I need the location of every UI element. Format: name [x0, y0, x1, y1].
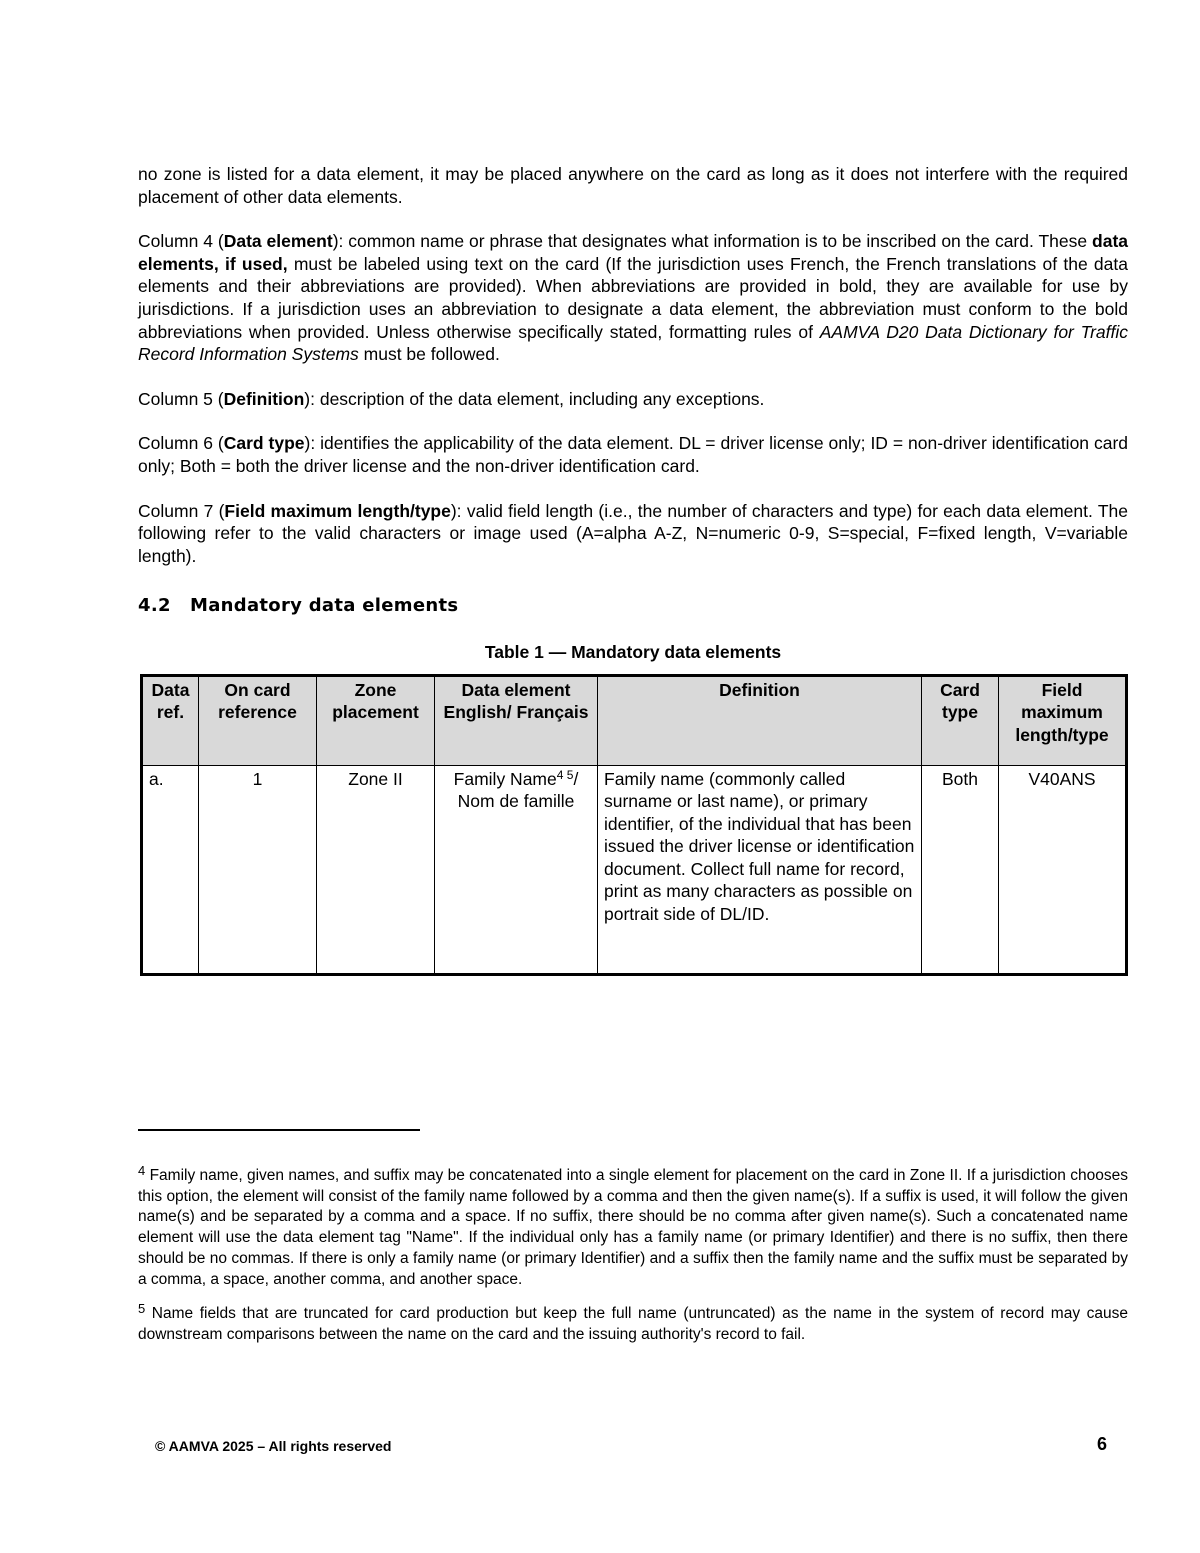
bold-term: Definition [223, 388, 305, 409]
element-english: Family Name [453, 768, 557, 789]
text-run: Column 7 ( [138, 500, 225, 521]
element-slash: / [573, 768, 579, 789]
footnotes [138, 1163, 1128, 1360]
text-run: must be labeled using text on the card (If the jurisdiction uses French, the French translations of the data elements and their abbreviations are provided). When abbreviations are provided in bold, they are available for use by jurisdictions. If a jurisdiction uses an abbreviation to designate a data element, the abbreviation must conform to the bold abbreviations when provided. Unless otherwise specifically stated, formatting rules of [138, 253, 1128, 342]
footnote-4 [138, 1163, 1128, 1290]
mandatory-data-elements-table [140, 674, 1128, 976]
header-definition: Definition [598, 675, 922, 765]
footnote-reference[interactable]: 4 5 [556, 767, 574, 782]
header-card-type: Card type [922, 675, 999, 765]
bold-term: Field maximum length/type [224, 500, 451, 521]
section-title: Mandatory data elements [190, 595, 459, 617]
footnote-mark: 5 [138, 1301, 146, 1317]
text-run: ): common name or phrase that designates what information is to be inscribed on the card. These [332, 231, 1093, 252]
element-french: Nom de famille [457, 791, 575, 812]
cell-card-type: Both [922, 765, 999, 974]
footnote-text: Name fields that are truncated for card production but keep the full name (untruncated) as the name in the system of record may cause downstream comparisons between the name on the card and the issuing authority's record to fail. [138, 1305, 1128, 1343]
text-run: must be followed. [358, 344, 500, 365]
footnote-5 [138, 1301, 1128, 1345]
bold-term: Card type [223, 433, 305, 454]
section-number: 4.2 [138, 595, 171, 617]
cell-on-card-reference: 1 [199, 765, 317, 974]
table-header-row [142, 675, 1127, 765]
cell-definition: Family name (commonly called surname or last name), or primary identifier, of the individual that has been issued the driver license or identification document. Collect full name for record, print as many characters as possible on portrait side of DL/ID. [598, 765, 922, 974]
text-run: Column 4 ( [138, 231, 224, 252]
header-field-max-length: Field maximum length/type [999, 675, 1127, 765]
bold-term: data elements, if used, [138, 231, 1128, 274]
header-zone-placement: Zone placement [317, 675, 435, 765]
cell-data-ref: a. [142, 765, 199, 974]
header-on-card-reference: On card reference [199, 675, 317, 765]
document-body [138, 163, 1128, 976]
footnote-text: Family name, given names, and suffix may be concatenated into a single element for placement on the card in Zone II. If a jurisdiction chooses this option, the element will consist of the family name followed by a comma and then the given name(s). If a suffix is used, it will follow the given name(s) and be separated by a comma and a space. If no suffix, there should be no comma after given name(s). Such a concatenated name element will use the data element tag "Name". If the individual only has a family name (or primary Identifier) and there is no suffix, then there should be no commas. If there is only a family name (or primary Identifier) and a suffix then the family name and the suffix must be separated by a comma, a space, another comma, and another space. [138, 1167, 1128, 1288]
section-heading [138, 595, 1128, 618]
copyright-notice: © AAMVA 2025 – All rights reserved [155, 1438, 392, 1454]
header-data-ref: Data ref. [142, 675, 199, 765]
paragraph-column-4 [138, 230, 1128, 366]
italic-reference: AAMVA D20 Data Dictionary for Traffic Record Information Systems [138, 321, 1128, 365]
header-data-element: Data element English/ Français [435, 675, 598, 765]
bold-term: Data element [223, 231, 333, 252]
footnote-mark: 4 [138, 1163, 146, 1178]
table-caption: Table 1 — Mandatory data elements [484, 641, 782, 662]
table-row [142, 765, 1127, 974]
text-run: Column 6 ( [138, 433, 224, 454]
paragraph-column-7 [138, 500, 1128, 568]
text-run: ): identifies the applicability of the data element. DL = driver license only; ID = non-driver identification card only; Both = both the driver license and the non-driver identification card. [138, 433, 1129, 476]
text-run: ): description of the data element, including any exceptions. [304, 388, 765, 409]
paragraph-zone-note: no zone is listed for a data element, it may be placed anywhere on the card as long as it does not interfere with the required placement of other data elements. [138, 164, 1128, 207]
cell-data-element [435, 765, 598, 974]
cell-field-max-length: V40ANS [999, 765, 1127, 974]
text-run: ): valid field length (i.e., the number of characters and type) for each data element. The following refer to the valid characters or image used (A=alpha A-Z, N=numeric 0-9, S=special, F=fixed length, V=variable length). [138, 500, 1128, 566]
page-number: 6 [1097, 1434, 1108, 1454]
cell-zone-placement: Zone II [317, 765, 435, 974]
paragraph-column-6 [138, 432, 1128, 477]
footnote-separator [138, 1129, 420, 1131]
paragraph-column-5 [138, 388, 1128, 411]
text-run: Column 5 ( [138, 388, 224, 409]
